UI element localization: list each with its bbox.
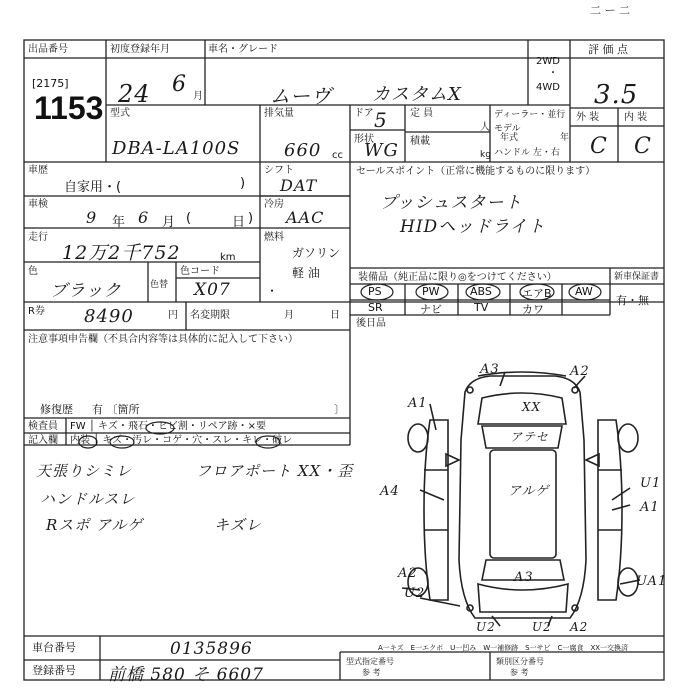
first-reg-label: 初度登録年月 [110, 44, 170, 55]
dealer-model-label: モデル [494, 124, 521, 134]
mark-u2-rear-left: U2 [476, 620, 496, 634]
mark-u2-left-rear: U2 [404, 586, 426, 601]
fuel-diesel: 軽 油 [292, 266, 320, 280]
doors-label: ドア [354, 108, 374, 119]
mark-ua1-right-rear: UA1 [636, 574, 668, 589]
load-unit: kg [480, 150, 491, 160]
remark-right-2: キズレ [214, 516, 262, 534]
equip-abs: ABS [470, 285, 492, 298]
car-name: ムーヴ [270, 84, 332, 108]
model-value: DBA-LA100S [112, 138, 241, 159]
inspection-open: ( [186, 211, 192, 226]
mark-u1-right: U1 [640, 476, 662, 491]
car-label: 車名・グレード [208, 44, 278, 55]
ac-value: AAC [286, 208, 325, 227]
color-code: X07 [194, 280, 231, 300]
dealer-handle-label: ハンドル 左・右 [494, 148, 560, 158]
repair-close: 〕 [334, 403, 345, 416]
notes-label: 注意事項申告欄（不具合内容等は具体的に記入して下さい） [28, 334, 298, 345]
drive-dot: ・ [548, 68, 558, 79]
chassis-label: 車台番号 [32, 641, 76, 654]
recycle-label: R券 [28, 306, 45, 317]
change-label: 名変期限 [190, 310, 230, 321]
change-month-unit: 月 [284, 310, 294, 321]
lot-label: 出品番号 [28, 44, 68, 55]
warranty-label: 新車保証書 [614, 272, 660, 282]
inspection-year-unit: 年 [112, 215, 126, 230]
displacement-label: 排気量 [264, 108, 294, 119]
type-ref: 参 考 [362, 668, 381, 677]
mark-a3-front: A3 [480, 362, 500, 377]
first-reg-year: 24 [118, 80, 151, 108]
dealer-year-label: 年式 [500, 133, 519, 143]
shift-value: DAT [280, 176, 318, 195]
score-ext-label: 外 装 [576, 112, 600, 123]
car-diagram [402, 372, 640, 626]
inspection-close: ) [248, 211, 254, 226]
remark-1: 天張りシミレ [36, 462, 133, 480]
change-day-unit: 日 [330, 310, 340, 321]
fuel-label: 燃料 [264, 232, 284, 243]
equip-navi: ナビ [420, 303, 442, 316]
reg-value: 前橋 580 そ 6607 [108, 665, 264, 685]
seats-unit: 人 [480, 122, 490, 133]
color-code-label: 色コード [180, 266, 220, 277]
mark-a2-front: A2 [570, 364, 590, 379]
drive-4wd: 4WD [536, 82, 560, 93]
dealer-label: ディーラー・並行 [494, 110, 566, 120]
mark-a4-left: A4 [380, 484, 400, 499]
shift-label: シフト [264, 165, 294, 176]
inspection-day: 日 [232, 215, 246, 230]
dealer-year-unit: 年 [560, 133, 570, 143]
inspector-row2: 内装 │ キズ・汚レ・コゲ・穴・スレ・キレ・破レ [70, 435, 293, 446]
equip-aw: AW [575, 285, 593, 298]
fuel-gasoline: ガソリン [292, 246, 341, 260]
score-int-label: 内 装 [624, 112, 648, 123]
mark-a1-right: A1 [640, 500, 660, 515]
inspector-row1: FW │ キズ・飛石・ヒビ割・リペア跡・×要 [70, 421, 266, 432]
mark-a1-left: A1 [408, 396, 428, 411]
shape-value: WG [364, 140, 399, 161]
inspection-year: 9 [86, 208, 98, 227]
mark-u2-rear-right: U2 [532, 620, 552, 634]
inspection-month: 6 [138, 208, 150, 227]
inspection-label: 車検 [28, 199, 48, 210]
inspector-label2: 記入欄 [28, 435, 58, 446]
sales-line2: HIDヘッドライト [400, 217, 546, 237]
history-close: ) [240, 176, 246, 191]
color-label: 色 [28, 266, 38, 277]
mark-windshield: アテセ [510, 430, 549, 444]
damage-legend: A一キズ E一エクボ U一凹み W一補修跡 S一サビ C一腐食 XX一交換済 [378, 644, 629, 652]
mark-xx-hood: XX [522, 400, 542, 414]
sales-line1: プッシュスタート [380, 193, 523, 213]
lot-code: [2175] [32, 77, 69, 90]
mark-a2-left-rear: A2 [398, 566, 418, 581]
recycle-unit: 円 [168, 310, 178, 321]
type-designation-label: 型式指定番号 [346, 657, 394, 666]
lot-number: 1153 [34, 90, 104, 126]
shape-label: 形状 [354, 134, 374, 145]
sales-label: セールスポイント（正常に機能するものに限ります） [356, 166, 596, 177]
model-label: 型式 [110, 108, 130, 119]
after-day-label: 後日品 [356, 318, 386, 329]
mileage-value: 12万2千752 [62, 242, 181, 264]
color-value: ブラック [50, 281, 122, 301]
first-reg-month-unit: 月 [193, 91, 203, 102]
mileage-unit: km [220, 252, 236, 263]
remark-right-1: フロアポート XX・歪 [196, 462, 354, 480]
equip-tv: TV [474, 301, 489, 314]
equip-pw: PW [422, 285, 440, 298]
score-label: 評 価 点 [588, 43, 628, 56]
equipment-label: 装備品（純正品に限り◎をつけてください） [358, 272, 557, 283]
history-value: 自家用・( [64, 180, 122, 195]
mark-a3-rear: A3 [514, 570, 534, 585]
car-grade: カスタムX [372, 84, 462, 105]
seats-label: 定 員 [410, 108, 434, 119]
equip-ps: PS [368, 285, 382, 298]
doors-value: 5 [374, 108, 388, 132]
corner-fragment: 二 ー 二 [590, 4, 630, 17]
score-value: 3.5 [594, 80, 639, 110]
inspector-label1: 検査員 [28, 421, 58, 432]
reg-label: 登録番号 [32, 664, 76, 677]
repair-label: 修復歴 [40, 403, 73, 416]
inspection-month-unit: 月 [162, 215, 176, 230]
ac-label: 冷房 [264, 199, 284, 210]
load-label: 積載 [410, 136, 430, 147]
class-label: 類別区分番号 [496, 657, 544, 666]
drive-2wd: 2WD [536, 56, 560, 67]
displacement-value: 660 [284, 140, 322, 161]
chassis-value: 0135896 [170, 639, 253, 659]
equip-sr: SR [368, 301, 383, 314]
repair-value: 有 〔箇所 [92, 403, 140, 416]
history-label: 車歴 [28, 165, 48, 176]
fuel-dot: ・ [266, 284, 279, 298]
class-ref: 参 考 [510, 668, 529, 677]
first-reg-month: 6 [172, 72, 187, 97]
remark-3: Rスポ アルゲ [46, 516, 144, 534]
color-tone-label: 色替 [150, 280, 169, 290]
mark-a2-rear-right: A2 [570, 620, 589, 634]
mileage-label: 走行 [28, 232, 48, 243]
mark-roof: アルゲ [508, 484, 550, 499]
score-ext: C [590, 134, 608, 159]
recycle-value: 8490 [84, 306, 134, 327]
equip-leather: カワ [522, 303, 544, 316]
remark-2: ハンドルスレ [40, 490, 136, 508]
warranty-value: 有・無 [616, 294, 649, 307]
equip-airbag: エアB [522, 287, 552, 300]
displacement-unit: cc [332, 150, 343, 161]
score-int: C [634, 134, 652, 159]
